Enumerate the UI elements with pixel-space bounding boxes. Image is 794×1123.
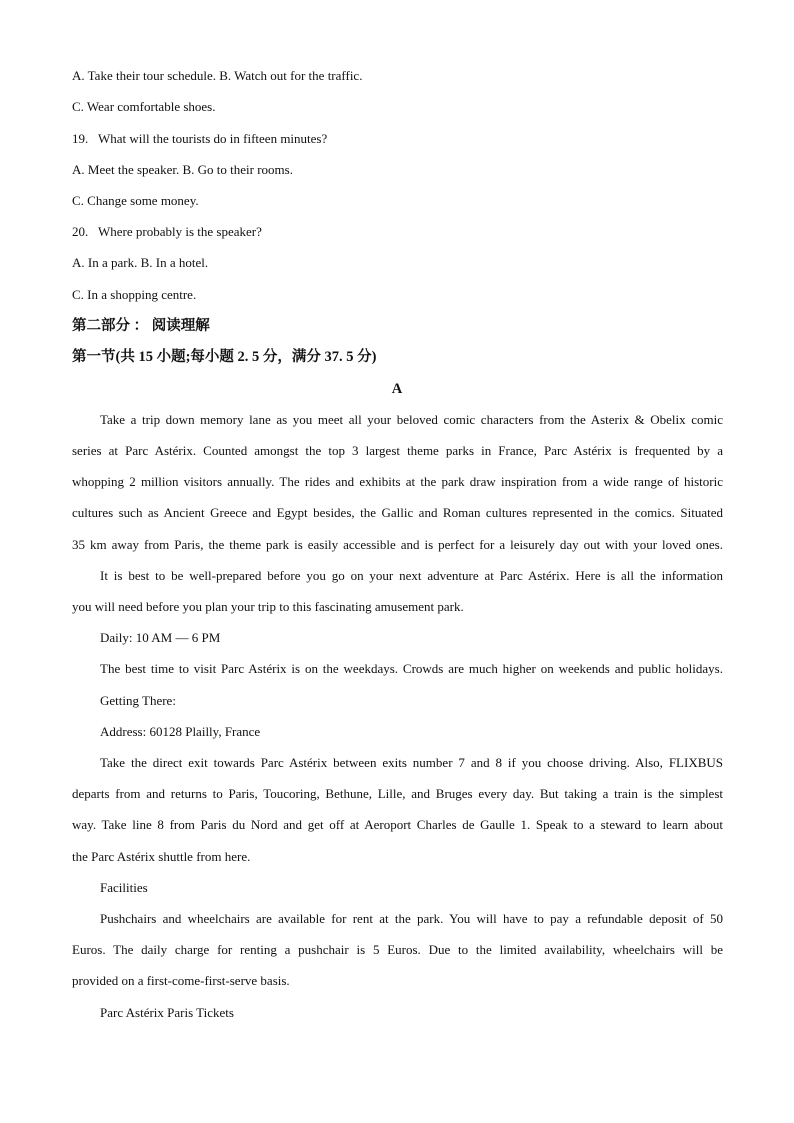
q19-option-c: C. Change some money. (72, 193, 199, 208)
passage-p3-line2: departs from and returns to Paris, Toucoring, Bethune, Lille, and Bruges every day. But taking a train is the simplest (72, 786, 723, 801)
subsection-title: 第一节(共 15 小题;每小题 2. 5 分，满分 37. 5 分) (72, 349, 377, 365)
passage-p2-line2: you will need before you plan your trip to this fascinating amusement park. (72, 599, 464, 614)
q20-option-c: C. In a shopping centre. (72, 287, 197, 302)
part-title: 第二部分 ： 阅读理解 (72, 318, 210, 334)
passage-p1-line1: Take a trip down memory lane as you meet all your beloved comic characters from the Asterix & Obelix comic (100, 412, 723, 427)
q18-options-ab: A. Take their tour schedule. B. Watch out for the traffic. (72, 68, 363, 83)
passage-p4-line3: provided on a first-come-first-serve basis. (72, 973, 290, 988)
q19-options-ab: A. Meet the speaker. B. Go to their rooms. (72, 162, 293, 177)
passage-p4-line1: Pushchairs and wheelchairs are available for rent at the park. You will have to pay a refundable deposit of 50 (100, 911, 723, 926)
q20-question: 20. Where probably is the speaker? (72, 224, 262, 239)
passage-p2-line1: It is best to be well-prepared before you go on your next adventure at Parc Astérix. Here is all the information (100, 568, 723, 583)
passage-p3-line4: the Parc Astérix shuttle from here. (72, 849, 251, 864)
passage-p1-line3: whopping 2 million visitors annually. The rides and exhibits at the park draw inspiration from a wide range of historic (72, 474, 723, 489)
facilities-heading: Facilities (100, 880, 148, 895)
passage-p3-line1: Take the direct exit towards Parc Astérix between exits number 7 and 8 if you choose driving. Also, FLIXBUS (100, 755, 723, 770)
q20-options-ab: A. In a park. B. In a hotel. (72, 255, 209, 270)
getting-there-heading: Getting There: (100, 693, 176, 708)
address-line: Address: 60128 Plailly, France (100, 724, 261, 739)
passage-p4-line2: Euros. The daily charge for renting a pushchair is 5 Euros. Due to the limited availability, wheelchairs will be (72, 942, 723, 957)
passage-p1-line2: series at Parc Astérix. Counted amongst the top 3 largest theme parks in France, Parc Astérix is frequented by a (72, 443, 723, 458)
passage-p1-line5: 35 km away from Paris, the theme park is easily accessible and is perfect for a leisurely day out with your loved ones. (72, 537, 723, 552)
passage-p3-line3: way. Take line 8 from Paris du Nord and get off at Aeroport Charles de Gaulle 1. Speak to a steward to learn about (72, 817, 723, 832)
passage-letter: A (391, 381, 403, 397)
opening-hours: Daily: 10 AM — 6 PM (100, 630, 221, 645)
tickets-heading: Parc Astérix Paris Tickets (100, 1005, 234, 1020)
q18-option-c: C. Wear comfortable shoes. (72, 99, 216, 114)
q19-question: 19. What will the tourists do in fifteen minutes? (72, 131, 328, 146)
passage-p1-line4: cultures such as Ancient Greece and Egypt besides, the Gallic and Roman cultures represented in the comics. Situated (72, 505, 723, 520)
best-time-note: The best time to visit Parc Astérix is on the weekdays. Crowds are much higher on weekends and public holidays. (100, 661, 723, 676)
